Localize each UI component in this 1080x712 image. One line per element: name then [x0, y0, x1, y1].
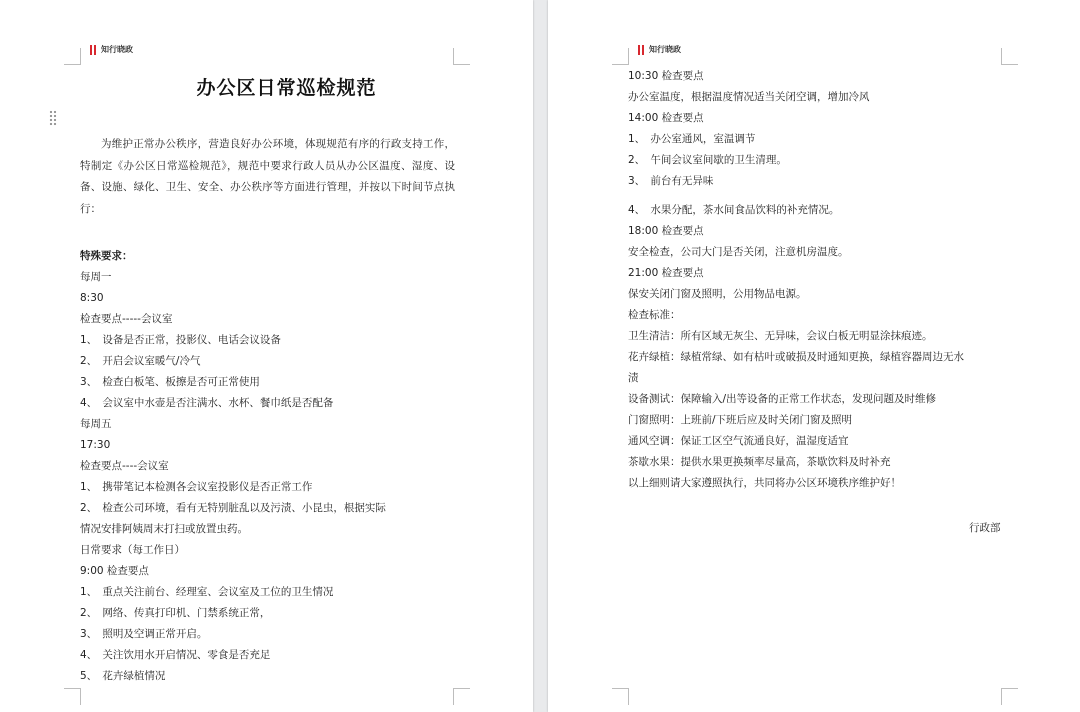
right-page-content: [628, 66, 964, 494]
document-line: 9:00 检查要点: [80, 565, 149, 577]
document-line: 门窗照明：上班前/下班后应及时关闭门窗及照明: [628, 414, 853, 426]
document-line: 检查标准：: [628, 309, 681, 321]
page-corner-mark: [64, 48, 81, 65]
document-line: 3、 前台有无异味: [628, 175, 714, 187]
document-line: 2、 开启会议室暖气/冷气: [80, 355, 201, 367]
document-line: 茶歇水果：提供水果更换频率尽量高，茶歇饮料及时补充: [628, 456, 891, 468]
document-line: 设备测试：保障输入/出等设备的正常工作状态，发现问题及时维修: [628, 393, 937, 405]
document-line: 保安关闭门窗及照明，公用物品电源。: [628, 288, 807, 300]
page-header: [90, 44, 133, 55]
signature: 行政部: [969, 522, 1001, 534]
document-line: 情况安排阿姨周末打扫或放置虫药。: [80, 523, 248, 535]
document-line: 2、 网络、传真打印机、门禁系统正常，: [80, 607, 271, 619]
document-line: 以上细则请大家遵照执行，共同将办公区环境秩序维护好！: [628, 477, 901, 489]
page-header: [638, 44, 681, 55]
document-line: 14:00 检查要点: [628, 112, 704, 124]
left-page-content: [80, 246, 386, 687]
document-line: 1、 设备是否正常，投影仪、电话会议设备: [80, 334, 281, 346]
brand-name: 知行晓政: [649, 45, 681, 54]
document-line: 10:30 检查要点: [628, 70, 704, 82]
drag-handle-icon[interactable]: [49, 110, 57, 126]
brand-logo-icon: [638, 45, 645, 55]
document-line: 3、 检查白板笔、板擦是否可正常使用: [80, 376, 260, 388]
intro-paragraph: 为维护正常办公秩序，营造良好办公环境，体现规范有序的行政支持工作，特制定《办公区日常巡检规范》，规范中要求行政人员从办公区温度、湿度、设备、设施、绿化、卫生、安全、办公秩序等方面进行管理，并按以下时间节点执行：: [80, 138, 455, 215]
document-line: 检查要点----会议室: [80, 460, 169, 472]
document-line: 卫生清洁：所有区域无灰尘、无异味，会议白板无明显涂抹痕迹。: [628, 330, 933, 342]
brand-name: 知行晓政: [101, 45, 133, 54]
document-line: 安全检查，公司大门是否关闭，注意机房温度。: [628, 246, 849, 258]
page-corner-mark: [1001, 48, 1018, 65]
page-corner-mark: [612, 48, 629, 65]
page-corner-mark: [1001, 688, 1018, 705]
document-title: 办公区日常巡检规范: [196, 77, 377, 99]
document-line: 2、 午间会议室间歇的卫生清理。: [628, 154, 787, 166]
document-line: 1、 办公室通风，室温调节: [628, 133, 756, 145]
document-line: 4、 会议室中水壶是否注满水、水杯、餐巾纸是否配备: [80, 397, 334, 409]
page-corner-mark: [453, 688, 470, 705]
document-line: 17:30: [80, 439, 111, 451]
page-corner-mark: [612, 688, 629, 705]
document-line: 检查要点-----会议室: [80, 313, 173, 325]
document-line: 4、 水果分配，茶水间食品饮料的补充情况。: [628, 204, 840, 216]
document-line: 日常要求（每工作日）: [80, 544, 185, 556]
document-line: 每周五: [80, 418, 112, 430]
document-line: 特殊要求：: [80, 250, 133, 262]
document-line: 5、 花卉绿植情况: [80, 670, 166, 682]
document-line: 渍: [628, 372, 639, 384]
left-page: [0, 0, 533, 712]
document-line: 1、 重点关注前台、经理室、会议室及工位的卫生情况: [80, 586, 334, 598]
document-line: 18:00 检查要点: [628, 225, 704, 237]
document-line: 21:00 检查要点: [628, 267, 704, 279]
document-line: 花卉绿植：绿植常绿、如有枯叶或破损及时通知更换，绿植容器周边无水: [628, 351, 964, 363]
page-corner-mark: [64, 688, 81, 705]
document-line: 3、 照明及空调正常开启。: [80, 628, 208, 640]
document-line: 2、 检查公司环境，看有无特别脏乱以及污渍、小昆虫，根据实际: [80, 502, 386, 514]
document-line: 8:30: [80, 292, 104, 304]
document-line: 每周一: [80, 271, 112, 283]
brand-logo-icon: [90, 45, 97, 55]
document-line: 办公室温度，根据温度情况适当关闭空调，增加冷风: [628, 91, 870, 103]
document-line: 通风空调：保证工区空气流通良好，温湿度适宜: [628, 435, 849, 447]
page-corner-mark: [453, 48, 470, 65]
document-line: 4、 关注饮用水开启情况、零食是否充足: [80, 649, 271, 661]
document-line: 1、 携带笔记本检测各会议室投影仪是否正常工作: [80, 481, 313, 493]
